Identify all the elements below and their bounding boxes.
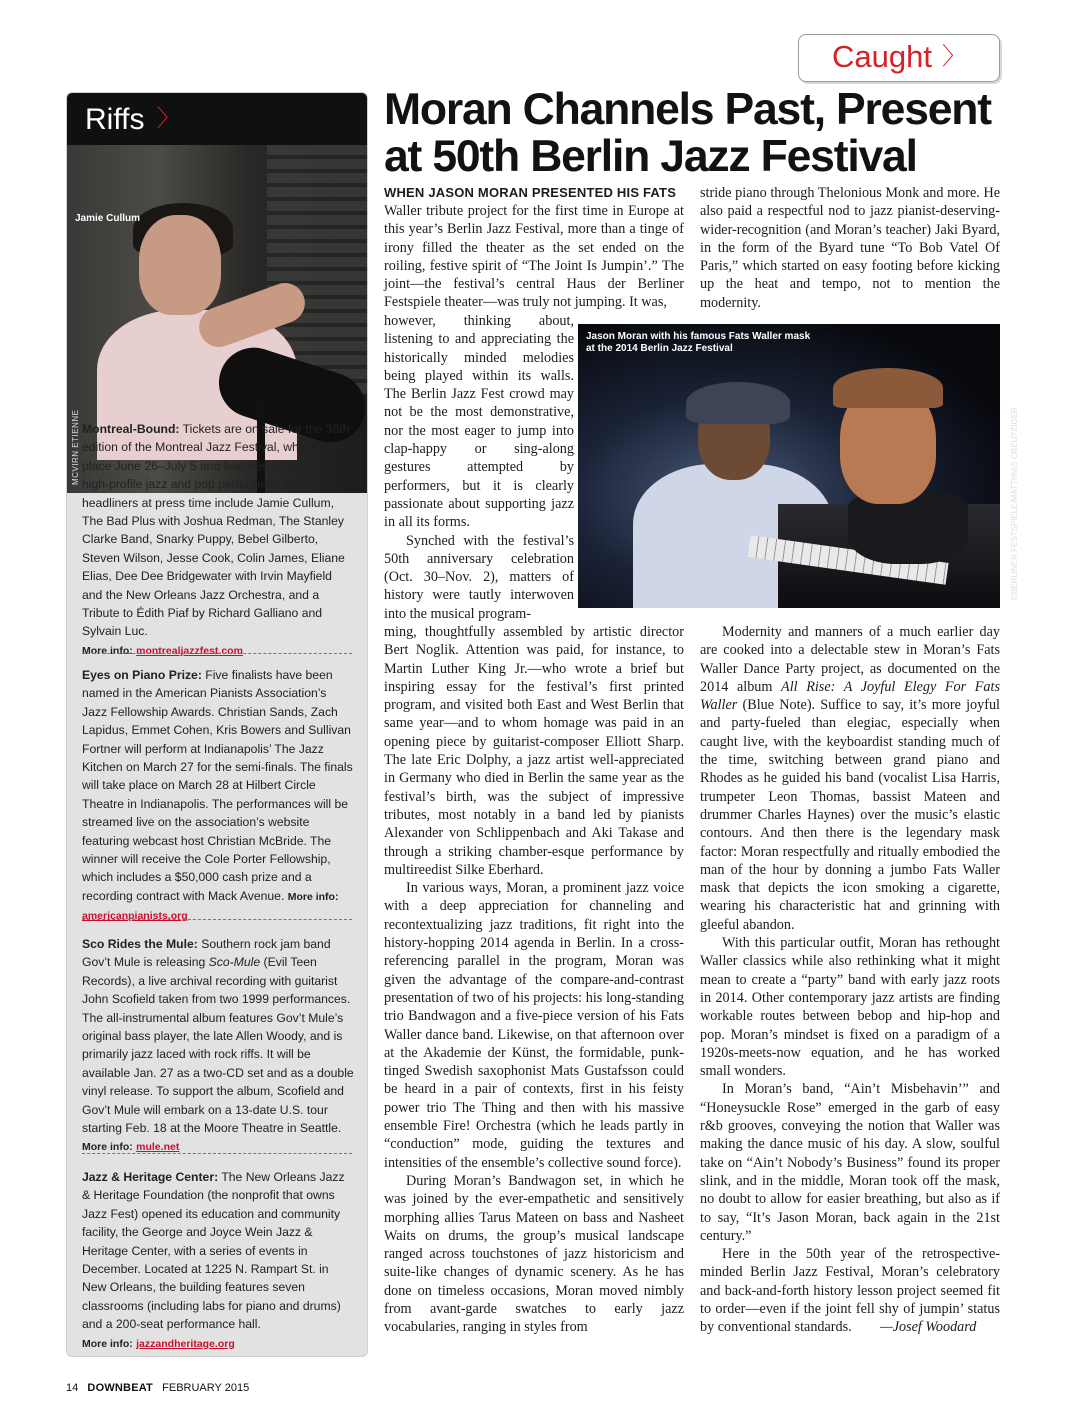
article-paragraph: In various ways, Moran, a prominent jazz voice with a deep appreciation for channeling and recontextualizing jazz traditions, fit right into the history-hopping 2014 agenda in Berlin. In a cross-referencing parallel in the program, Moran was given the advantage of the compare-and-contrast presentation of two of his projects: his long-standing trio Bandwagon and a five-piece version of his Fats Waller dance band. Likewise, on that afternoon over at the Akademie der Künst, the formidable, punk-tinged Swedish saxophonist Mats Gustafsson could be heard in a pair of contexts, first in his feisty power trio The Thing and then with his massive ensemble Fire! Orchestra (which he leads partly in “conduction” mode, guiding the textures and intensities of the ensemble’s collective sound force). <box>384 880 684 1171</box>
page-footer <box>66 1382 249 1394</box>
more-info-label: More info: <box>287 890 339 903</box>
riffs-sidebar <box>66 92 368 1357</box>
riff-link[interactable]: jazzandheritage.org <box>136 1337 235 1350</box>
riff-heritage-center <box>82 1168 354 1353</box>
article-paragraph: With this particular outfit, Moran has rethought Waller classics while also rethinking what it might mean to create a “party” band with early jazz roots in 2014. Other contemporary jazz artists are finding workable routes between bebop and hip-hop and pop. Moran’s mindset is fixed on a paradigm of a 1920s-meets-now equation, and he has worked small wonders. <box>700 935 1000 1080</box>
article-headline: Moran Channels Past, Present at 50th Berlin Jazz Festival <box>384 85 991 181</box>
riff-link[interactable]: mule.net <box>136 1141 180 1154</box>
jason-moran-photo <box>578 324 1000 608</box>
riff-body: Tickets are on sale for the 36th edition of the Montreal Jazz Festival, which takes place June 26–July 5 and features a range of high-profile jazz and pop performers. Confirmed headliners at press time include Jamie Cullum, The Bad Plus with Joshua Redman, The Stanley Clarke Band, Snarky Puppy, Bebel Gilberto, Steven Wilson, Jesse Cook, Colin James, Eliane Elias, Dee Dee Bridgewater with Irvin Mayfield and the New Orleans Jazz Orchestra, and a Tribute to Édith Piaf by Richard Galliano and Sylvain Luc. <box>82 422 350 639</box>
article-col1-top <box>384 184 684 312</box>
issue-date: FEBRUARY 2015 <box>162 1382 250 1394</box>
photo-credit: ©BERLINER FESTSPIELE/MATTHIAS CREUTZIGER <box>1010 407 1019 600</box>
more-info-label: More info: <box>82 644 133 657</box>
article-lead-in: WHEN JASON MORAN PRESENTED HIS FATS <box>384 185 677 200</box>
article-paragraph: In Moran’s band, “Ain’t Misbehavin’” and “Honeysuckle Rose” emerged in the garb of easy r&b grooves, conveying the notion that Waller was making the dance music of his day. A slow, soulful take on “Ain’t Nobody’s Business” found its proper slink, and in the middle, Moran took off the mask, no doubt to allow for easier breathing, but also as if to say, “It’s Jason Moran, back again in the 21st century.” <box>700 1081 1000 1244</box>
riff-body: (Evil Teen Records), a live archival recording with guitarist John Scofield taken from two 1999 performances. The all-instrumental album features Gov’t Mule’s original bass player, the late Allen Woody, and is primarily jazz laced with rock riffs. It will be available Jan. 27 as a two-CD set and as a double vinyl release. To support the album, Scofield and Gov’t Mule will embark on a 13-date U.S. tour starting Feb. 18 at the Moore Theatre in Seattle. <box>82 955 354 1136</box>
page-number: 14 <box>66 1382 79 1394</box>
author-signature: —Josef Woodard <box>880 1319 977 1336</box>
article-paragraph: During Moran’s Bandwagon set, in which he was joined by the ever-empathetic and sensitively morphing allies Tarus Mateen on bass and Nasheet Waits on drums, the group’s musical landscape ranged across touchstones of jazz historicism and suite-like changes of dynamic scenery. As he has done on timeless occasions, Moran moved nimbly from avant-garde swatches to early jazz vocabularies, ranging in styles from <box>384 1172 684 1336</box>
photo-caption: Jason Moran with his famous Fats Waller mask at the 2014 Berlin Jazz Festival <box>586 331 811 354</box>
article-col1-narrow <box>384 312 574 623</box>
riff-montreal <box>82 420 354 660</box>
riff-body: Five finalists have been named in the American Pianists Association’s Jazz Fellowship Awards. Christian Sands, Zach Lapidus, Emmet Cohen, Kris Bowers and Sullivan Fortner will perform at Indianapolis’ The Jazz Kitchen on March 27 for the semi-finals. The finals will take place on March 28 at Hilbert Circle Theatre in Indianapolis. The performances will be streamed live on the association’s website featuring webcast host Christian McBride. The winner will receive the Cole Porter Fellowship, which includes a $50,000 cash prize and a recording contract with Mack Avenue. <box>82 668 353 903</box>
riffs-header <box>67 93 367 145</box>
article-col2-bottom <box>700 623 1000 1337</box>
riff-title: Sco Rides the Mule: <box>82 937 198 951</box>
section-tab-caught <box>798 34 1000 82</box>
article-paragraph: Here in the 50th year of the retrospective-minded Berlin Jazz Festival, Moran’s celebratory and back-and-forth history lesson project seemed fit to order—even if the joint fell shy of jumpin’ status by conventional standards. —Josef Woodard <box>700 1246 1000 1336</box>
article-paragraph: Modernity and manners of a much earlier day are cooked into a delectable stew in Moran’s Fats Waller Dance Party project, as documented on the 2014 album All Rise: A Joyful Elegy For Fats Waller (Blue Note). Suffice to say, it’s more joyful and party-fueled than elegiac, especially when caught live, with the keyboardist standing much of the time, switching between grand piano and Rhodes as he guided his band (vocalist Lisa Harris, trumpeter Leon Thomas, bassist Mateen and drummer Charles Haynes) over the music’s elastic contours. And then there is the legendary mask factor: Moran respectfully and ritually embodied the man of the hour by donning a jumbo Fats Waller mask that depicts the icon smoking a cigarette, wearing his characteristic hat and grinning with gleeful abandon. <box>700 624 1000 933</box>
riff-link[interactable]: montrealjazzfest.com <box>136 644 243 657</box>
article-col2-top <box>700 184 1000 312</box>
article-paragraph: ming, thoughtfully assembled by artistic director Bert Noglik. Attention was paid, for instance, to Martin Luther King Jr.—who wrote a brief but inspiring essay for the festival’s first printed program, and visited both East and West Berlin that same year—and to whom homage was paid in an opening piece by guitarist-composer Elliott Sharp. The late Eric Dolphy, a jazz artist well-appreciated in Germany who died in Berlin the same year as the festival’s birth, was the subject of impressive tributes, most notably in a band led by pianists Alexander von Schlippenbach and Aki Takase and through a striking chamber-esque performance by multireedist Silke Eberhard. <box>384 624 684 878</box>
riff-piano-prize <box>82 666 354 926</box>
photo-credit: MCVIRN ETIENNE <box>71 409 80 485</box>
riffs-title: Riffs <box>85 103 145 136</box>
chevron-right-icon: 〉 <box>156 105 181 132</box>
more-info-label: More info: <box>82 1337 133 1350</box>
section-tab-label: Caught <box>832 39 932 74</box>
divider <box>82 1153 352 1154</box>
article-paragraph: however, thinking about, listening to and appreciating the historically minded melodies being played within its walls. The Berlin Jazz Fest crowd may not be the most demonstrative, nor the most eager to jump into clap-happy or sing-along gestures attempted by performers, but it is clearly passionate about supporting jazz in all its forms. <box>384 313 574 531</box>
album-title: Sco-Mule <box>208 955 261 970</box>
article-paragraph: Synched with the festival’s 50th anniversary celebration (Oct. 30–Nov. 2), matters of history were tautly interwoven into the musical program- <box>384 532 574 622</box>
divider <box>82 919 352 920</box>
riff-title: Eyes on Piano Prize: <box>82 668 202 682</box>
chevron-right-icon: 〉 <box>941 43 966 70</box>
article-paragraph: Waller tribute project for the first time in Europe at this year’s Berlin Jazz Festival, more than a tinge of irony filled the theater as the set ended on the roiling, festive spirit of “The Joint Is Jumpin’.” The joint—the festival’s central Haus der Berliner Festspiele theater—was truly not jumping. It was, <box>384 203 684 311</box>
riff-link[interactable]: americanpianists.org <box>82 910 188 923</box>
magazine-name: DOWNBEAT <box>87 1382 153 1394</box>
riff-body: The New Orleans Jazz & Heritage Foundation (the nonprofit that owns Jazz Fest) opened its education and community facility, the George and Joyce Wein Jazz & Heritage Center, with a series of events in December. Located at 1225 N. Rampart St. in New Orleans, the building features seven classrooms (including labs for piano and drums) and a 200-seat performance hall. <box>82 1170 345 1332</box>
riff-title: Montreal-Bound: <box>82 422 180 436</box>
riff-sco-mule <box>82 935 354 1157</box>
photo-caption: Jamie Cullum <box>75 213 141 224</box>
riff-title: Jazz & Heritage Center: <box>82 1170 219 1184</box>
article-paragraph: stride piano through Thelonious Monk and more. He also paid a respectful nod to jazz pianist-deserving-wider-recognition (and Moran’s teacher) Jaki Byard, in the form of the Byard tune “To Bob Vatel Of Paris,” which started on easy footing before kicking up the heat and tempo, not to mention the modernity. <box>700 185 1000 311</box>
divider <box>82 653 352 654</box>
article-col1-bottom <box>384 623 684 1337</box>
album-title: All Rise: A Joyful Elegy For Fats Waller <box>700 678 1000 714</box>
more-info-label: More info: <box>82 1141 133 1154</box>
riff-body-before: Southern rock jam band Gov’t Mule is releasing <box>82 937 331 970</box>
